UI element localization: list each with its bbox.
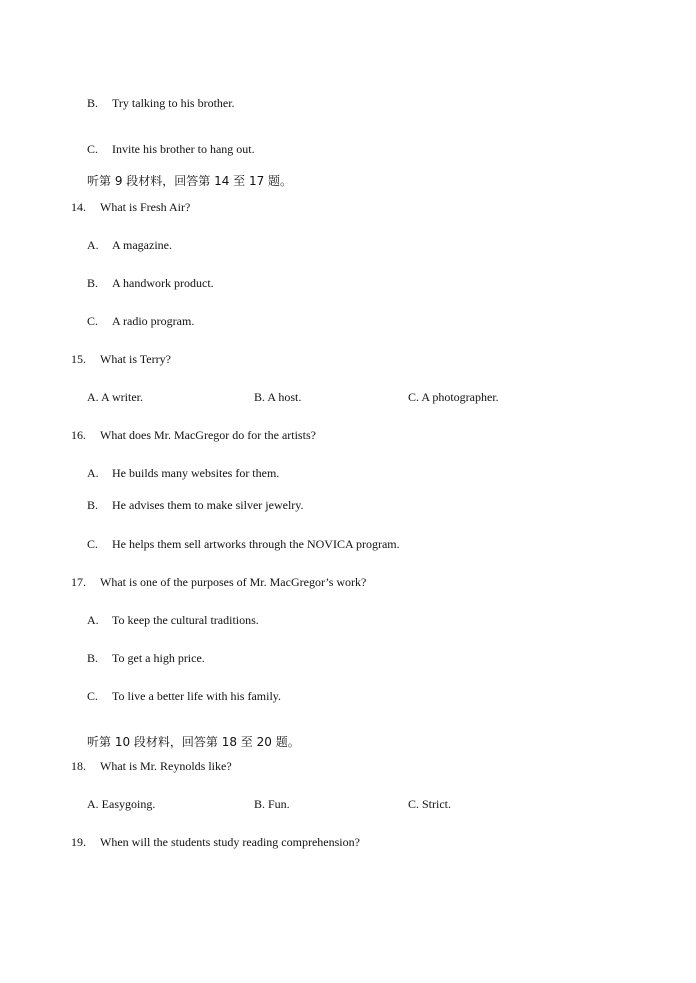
option-text: To keep the cultural traditions. bbox=[112, 613, 259, 627]
q16-option-a bbox=[87, 466, 279, 480]
question-number: 17. bbox=[71, 575, 86, 589]
question-16 bbox=[71, 428, 316, 442]
question-15 bbox=[71, 352, 171, 366]
option-text: Invite his brother to hang out. bbox=[112, 142, 255, 156]
option-text: A radio program. bbox=[112, 314, 195, 328]
question-number: 18. bbox=[71, 759, 86, 773]
option-c bbox=[87, 142, 255, 156]
option-label: B. bbox=[87, 276, 99, 290]
q18-option-c: C. Strict. bbox=[408, 797, 452, 811]
question-18 bbox=[71, 759, 232, 773]
option-text: He helps them sell artworks through the NOVICA program. bbox=[112, 537, 400, 551]
option-label: A. bbox=[87, 613, 99, 627]
option-text: To live a better life with his family. bbox=[112, 689, 282, 703]
option-text: A magazine. bbox=[112, 238, 172, 252]
option-text: To get a high price. bbox=[112, 651, 205, 665]
q16-option-b bbox=[87, 498, 304, 512]
option-label: C. bbox=[87, 537, 99, 551]
option-text: A handwork product. bbox=[112, 276, 214, 290]
question-text: What is Fresh Air? bbox=[100, 200, 191, 214]
question-text: When will the students study reading comprehension? bbox=[100, 835, 360, 849]
option-label: B. bbox=[87, 651, 99, 665]
q18-option-b: B. Fun. bbox=[254, 797, 290, 811]
option-label: C. bbox=[87, 314, 99, 328]
question-text: What is Mr. Reynolds like? bbox=[100, 759, 232, 773]
q14-option-a bbox=[87, 238, 172, 252]
section-10-instruction: 听第 10 段材料，回答第 18 至 20 题。 bbox=[87, 735, 300, 749]
q18-option-a: A. Easygoing. bbox=[87, 797, 156, 811]
question-number: 15. bbox=[71, 352, 86, 366]
q15-option-a: A. A writer. bbox=[87, 390, 143, 404]
q16-option-c bbox=[87, 537, 400, 551]
question-text: What does Mr. MacGregor do for the artists? bbox=[100, 428, 316, 442]
question-number: 16. bbox=[71, 428, 86, 442]
option-text: He advises them to make silver jewelry. bbox=[112, 498, 304, 512]
question-17 bbox=[71, 575, 366, 589]
option-label: A. bbox=[87, 466, 99, 480]
question-number: 19. bbox=[71, 835, 86, 849]
question-text: What is one of the purposes of Mr. MacGregor’s work? bbox=[100, 575, 367, 589]
q15-option-c: C. A photographer. bbox=[408, 390, 499, 404]
question-number: 14. bbox=[71, 200, 86, 214]
option-text: Try talking to his brother. bbox=[112, 96, 235, 110]
question-text: What is Terry? bbox=[100, 352, 171, 366]
q14-option-b bbox=[87, 276, 214, 290]
q17-option-c bbox=[87, 689, 281, 703]
option-label: C. bbox=[87, 142, 99, 156]
option-text: He builds many websites for them. bbox=[112, 466, 280, 480]
section-9-instruction: 听第 9 段材料，回答第 14 至 17 题。 bbox=[87, 174, 293, 188]
option-label: A. bbox=[87, 238, 99, 252]
q15-option-b: B. A host. bbox=[254, 390, 302, 404]
question-19 bbox=[71, 835, 360, 849]
option-b bbox=[87, 96, 235, 110]
option-label: B. bbox=[87, 96, 99, 110]
q14-option-c bbox=[87, 314, 194, 328]
option-label: C. bbox=[87, 689, 99, 703]
option-label: B. bbox=[87, 498, 99, 512]
question-14 bbox=[71, 200, 190, 214]
q17-option-a bbox=[87, 613, 259, 627]
q17-option-b bbox=[87, 651, 205, 665]
